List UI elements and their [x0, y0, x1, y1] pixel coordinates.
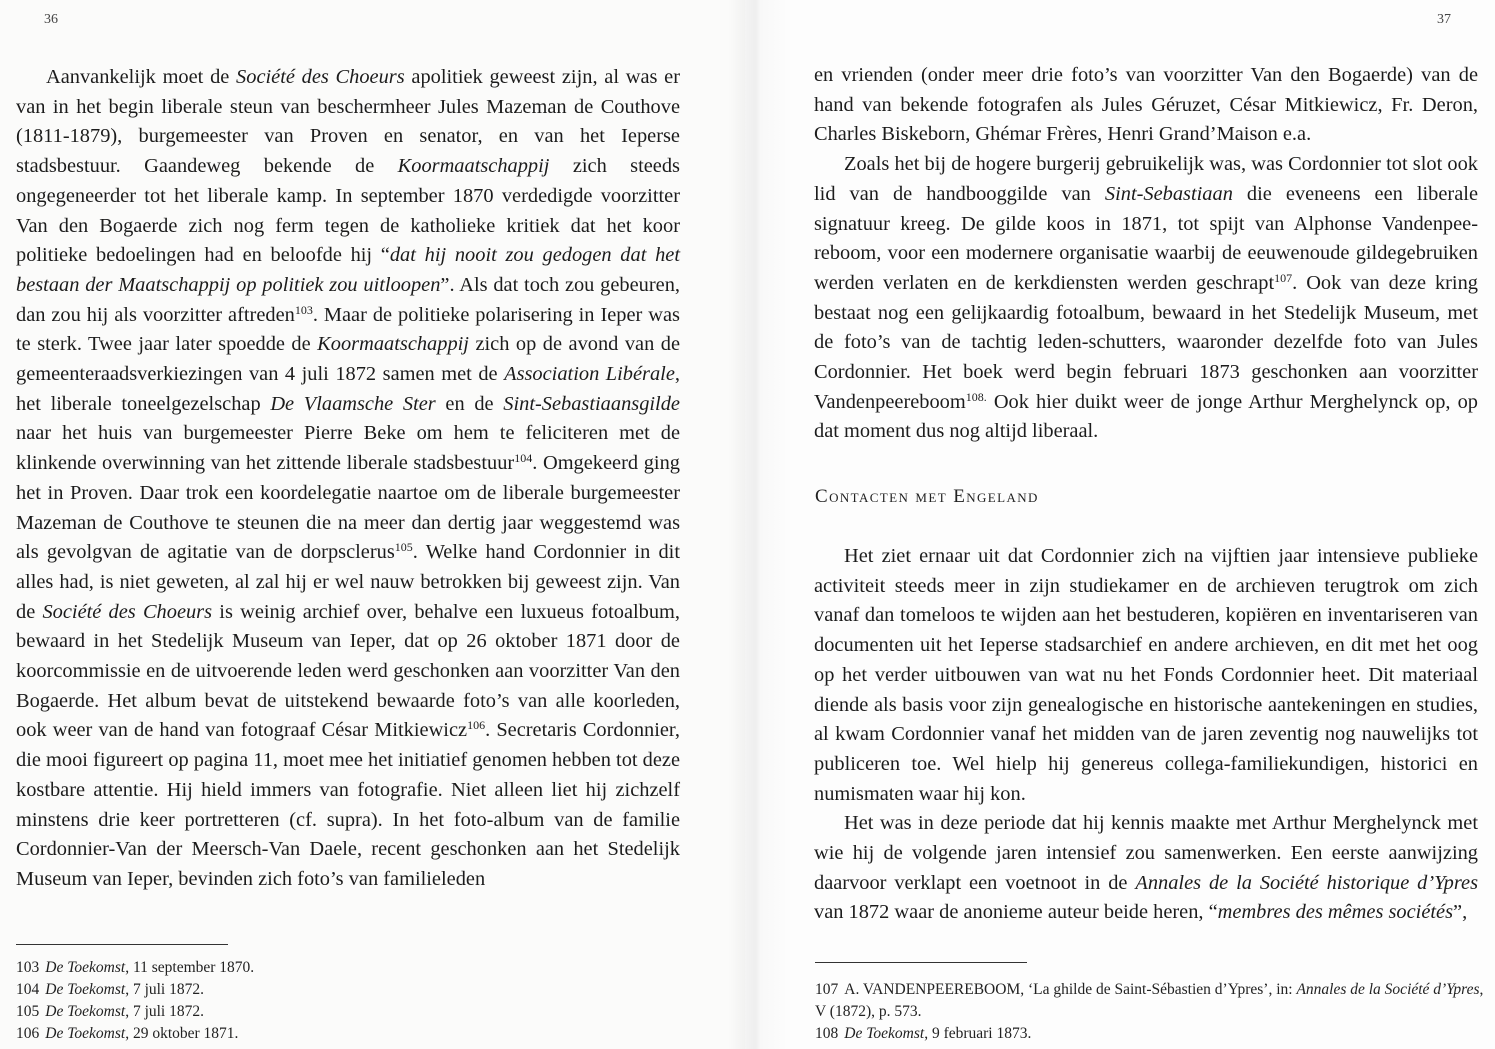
- italic-text: De Toekomst: [45, 959, 126, 976]
- footnote: [16, 957, 416, 979]
- text-run: . Omgekeerd ging het in Proven. Daar trok een koordelegatie naartoe om de liberale burgemeester Mazeman de Couthove te steunen die na meer dan dertig jaar weggestemd was als gevolgvan de agitatie van de dorpsclerus: [16, 452, 680, 564]
- text-run: , 11 september 1870.: [125, 959, 255, 976]
- text-run: . Secretaris Cordonnier, die mooi figureert op pagina 11, moet mee het initiatief genomen hebben tot deze kostbare attentie. Hij hield immers van fotografie. Niet alleen liet hij zichzelf minstens drie keer portretteren (cf. supra). In het foto-album van de familie Cordonnier-Van der Meersch-Van Daele, recent geschonken aan het Stedelijk Museum van Ieper, bevinden zich foto’s van familieleden: [16, 719, 680, 890]
- footnote: [815, 1023, 1485, 1045]
- italic-text: De Toekomst: [45, 1025, 126, 1042]
- page-number: 36: [44, 12, 58, 27]
- italic-text: membres des mêmes sociétés: [1217, 901, 1454, 924]
- paragraph: [16, 63, 680, 895]
- footnote: [16, 1001, 416, 1023]
- text-run: Aanvankelijk moet de: [46, 66, 237, 88]
- italic-text: Annales de la Société d’Ypres: [1296, 981, 1480, 998]
- italic-text: De Toekomst: [844, 1025, 925, 1042]
- text-run: Het was in deze periode dat hij kennis maakte met Arthur Merghelynck met wie hij de volgende jaren intensief zou samenwerken. Een eerste aanwijzing daarvoor verklapt een voetnoot in de: [814, 812, 1478, 894]
- footnote-number: 105: [16, 1003, 40, 1020]
- text-run: zich op de avond van de gemeenteraadsverkiezingen van 4 juli 1872 samen met de: [16, 333, 681, 386]
- text-run: en vrienden (onder meer drie foto’s van voorzitter Van den Bogaerde) van de hand van bekende fotografen als Jules Géruzet, César Mitkiewicz, Fr. Deron, Charles Biskeborn, Ghémar Frères, Henri Grand’Maison e.a.: [814, 64, 1478, 146]
- footnote: [16, 979, 416, 1001]
- italic-text: De Toekomst: [45, 981, 126, 998]
- footnote-ref: 108.: [965, 389, 987, 404]
- body-text-after-heading: [814, 542, 1478, 928]
- italic-text: Sint-Sebastiaansgilde: [503, 392, 680, 415]
- italic-text: Société des Choeurs: [42, 600, 213, 623]
- footnote-number: 104: [16, 981, 40, 998]
- footnote-number: 103: [16, 959, 40, 976]
- text-run: , 29 oktober 1871.: [125, 1025, 239, 1042]
- footnotes: [815, 979, 1485, 1045]
- text-run: is weinig archief over, behalve een luxueus fotoalbum, bewaard in het Stedelijk Museum van Ieper, dat op 26 oktober 1871 door de koorcommissie en de uitvoerende leden werd geschonken aan voorzitter Van den Bogaerde. Het album bevat de uitstekend bewaarde foto’s van alle koorleden, ook weer van de hand van fotograaf César Mitkiewicz: [16, 600, 681, 742]
- text-run: zich steeds ongegeneerder tot het liberale kamp. In september 1870 verdedigde voorzitter Van den Bogaerde zich nog ferm tegen de katholieke kritiek dat het koor politieke bedoelingen had en beloofde hij “: [16, 155, 680, 267]
- page-number: 37: [1437, 12, 1451, 27]
- text-run: . Welke hand Cordonnier in dit alles had, is niet geweten, al zal hij er wel nauw betrokken bij geweest zijn. Van de: [16, 541, 680, 623]
- italic-text: Koormaatschappij: [317, 333, 469, 356]
- paragraph: [814, 61, 1478, 150]
- italic-text: Annales de la Société historique d’Ypres: [1135, 871, 1478, 894]
- italic-text: Association Libérale: [504, 363, 675, 386]
- text-run: die eveneens een liberale signatuur kreeg. De gilde koos in 1871, tot spijt van Alphonse Vandenpeereboom, voor een modernere organisatie waarbij de eeuwenoude gildegebruiken werden verlaten en de kerkdiensten werden geschrapt: [814, 182, 1478, 294]
- text-run: . Ook van deze kring bestaat nog een gelijkaardig fotoalbum, bewaard in het Stedelijk Museum, met de foto’s van de tachtig leden-schutters, waaronder dezelfde foto van Jules Cordonnier. Het boek werd begin februari 1873 geschonken aan voorzitter Vandenpeereboom: [814, 271, 1478, 413]
- italic-text: De Toekomst: [45, 1003, 126, 1020]
- footnote: [16, 1023, 416, 1045]
- body-text: [16, 63, 680, 895]
- text-run: Zoals het bij de hogere burgerij gebruikelijk was, was Cordonnier tot slot ook lid van de handbooggilde van: [814, 153, 1478, 205]
- paragraph: [814, 542, 1478, 809]
- footnote-ref: 107: [1274, 270, 1293, 285]
- text-run: ”,: [1453, 901, 1468, 924]
- text-run: , 9 februari 1873.: [924, 1025, 1032, 1042]
- right-page: [745, 0, 1495, 1049]
- text-run: naar het huis van burgemeester Pierre Beke om hem te feliciteren met de klinkende overwinning van het zittende liberale stadsbestuur: [16, 422, 680, 475]
- text-run: , 7 juli 1872.: [125, 981, 204, 998]
- italic-text: De Vlaamsche Ster: [270, 392, 436, 415]
- footnote-ref: 106: [467, 718, 486, 733]
- left-page: [0, 0, 745, 1049]
- italic-text: dat hij nooit zou gedogen dat het bestaan der Maatschappij op politiek zou uitloopen: [16, 244, 680, 296]
- footnote-ref: 104: [514, 451, 533, 466]
- text-run: , het liberale toneelgezelschap: [16, 363, 680, 415]
- section-heading: Contacten met Engeland: [815, 486, 1039, 507]
- footnote-ref: 103: [294, 302, 313, 317]
- italic-text: Sint-Sebastiaan: [1104, 182, 1233, 205]
- text-run: Ook hier duikt weer de jonge Arthur Merghelynck op, op dat moment dus nog altijd liberaal.: [814, 390, 1478, 443]
- footnote-divider: [815, 962, 1027, 963]
- footnote-number: 106: [16, 1025, 40, 1042]
- text-run: . Maar de politieke polarisering in Ieper was te sterk. Twee jaar later spoedde de: [16, 303, 680, 356]
- footnote-number: 108: [815, 1025, 839, 1042]
- footnote-number: 107: [815, 981, 839, 998]
- text-run: en de: [435, 392, 504, 415]
- footnote: [815, 979, 1485, 1023]
- footnotes: [16, 957, 416, 1045]
- italic-text: Société des Choeurs: [236, 66, 405, 88]
- footnote-divider: [16, 944, 228, 945]
- text-run: van 1872 waar de anonieme auteur beide heren, “: [814, 901, 1218, 924]
- paragraph: [814, 150, 1478, 447]
- text-run: , V (1872), p. 573.: [815, 981, 1484, 1020]
- text-run: , 7 juli 1872.: [125, 1003, 204, 1020]
- italic-text: Koormaatschappij: [397, 155, 550, 178]
- footnote-ref: 105: [394, 540, 413, 555]
- text-run: ”. Als dat toch zou gebeuren, dan zou hij als voorzitter aftreden: [16, 273, 680, 326]
- body-text: [814, 61, 1478, 447]
- paragraph: [814, 809, 1478, 928]
- text-run: A. VANDENPEEREBOOM, ‘La ghilde de Saint-Sébastien d’Ypres’, in:: [844, 981, 1297, 998]
- text-run: apolitiek geweest zijn, al was er van in het begin liberale steun van beschermheer Jules Mazeman de Couthove (1811-1879), burgemeester van Proven en senator, en van het Ieperse stadsbestuur. Gaandeweg bekende de: [16, 66, 680, 178]
- text-run: Het ziet ernaar uit dat Cordonnier zich na vijftien jaar intensieve publieke activiteit steeds meer in zijn studiekamer en de archieven terugtrok om zich vanaf dan tomeloos te wijden aan het bestuderen, kopiëren en inventariseren van documenten uit het Ieperse stadsarchief en andere archieven, en dit met het oog op het verder uitbouwen van wat nu het Fonds Cordonnier heet. Dit materiaal diende als basis voor zijn genealogische en historische aantekeningen en studies, al kwam Cordonnier vanaf het midden van de jaren zeventig nog nauwelijks tot publiceren toe. Wel hielp hij genereus collega-familiekundigen, historici en numismaten waar hij kon.: [814, 545, 1478, 805]
